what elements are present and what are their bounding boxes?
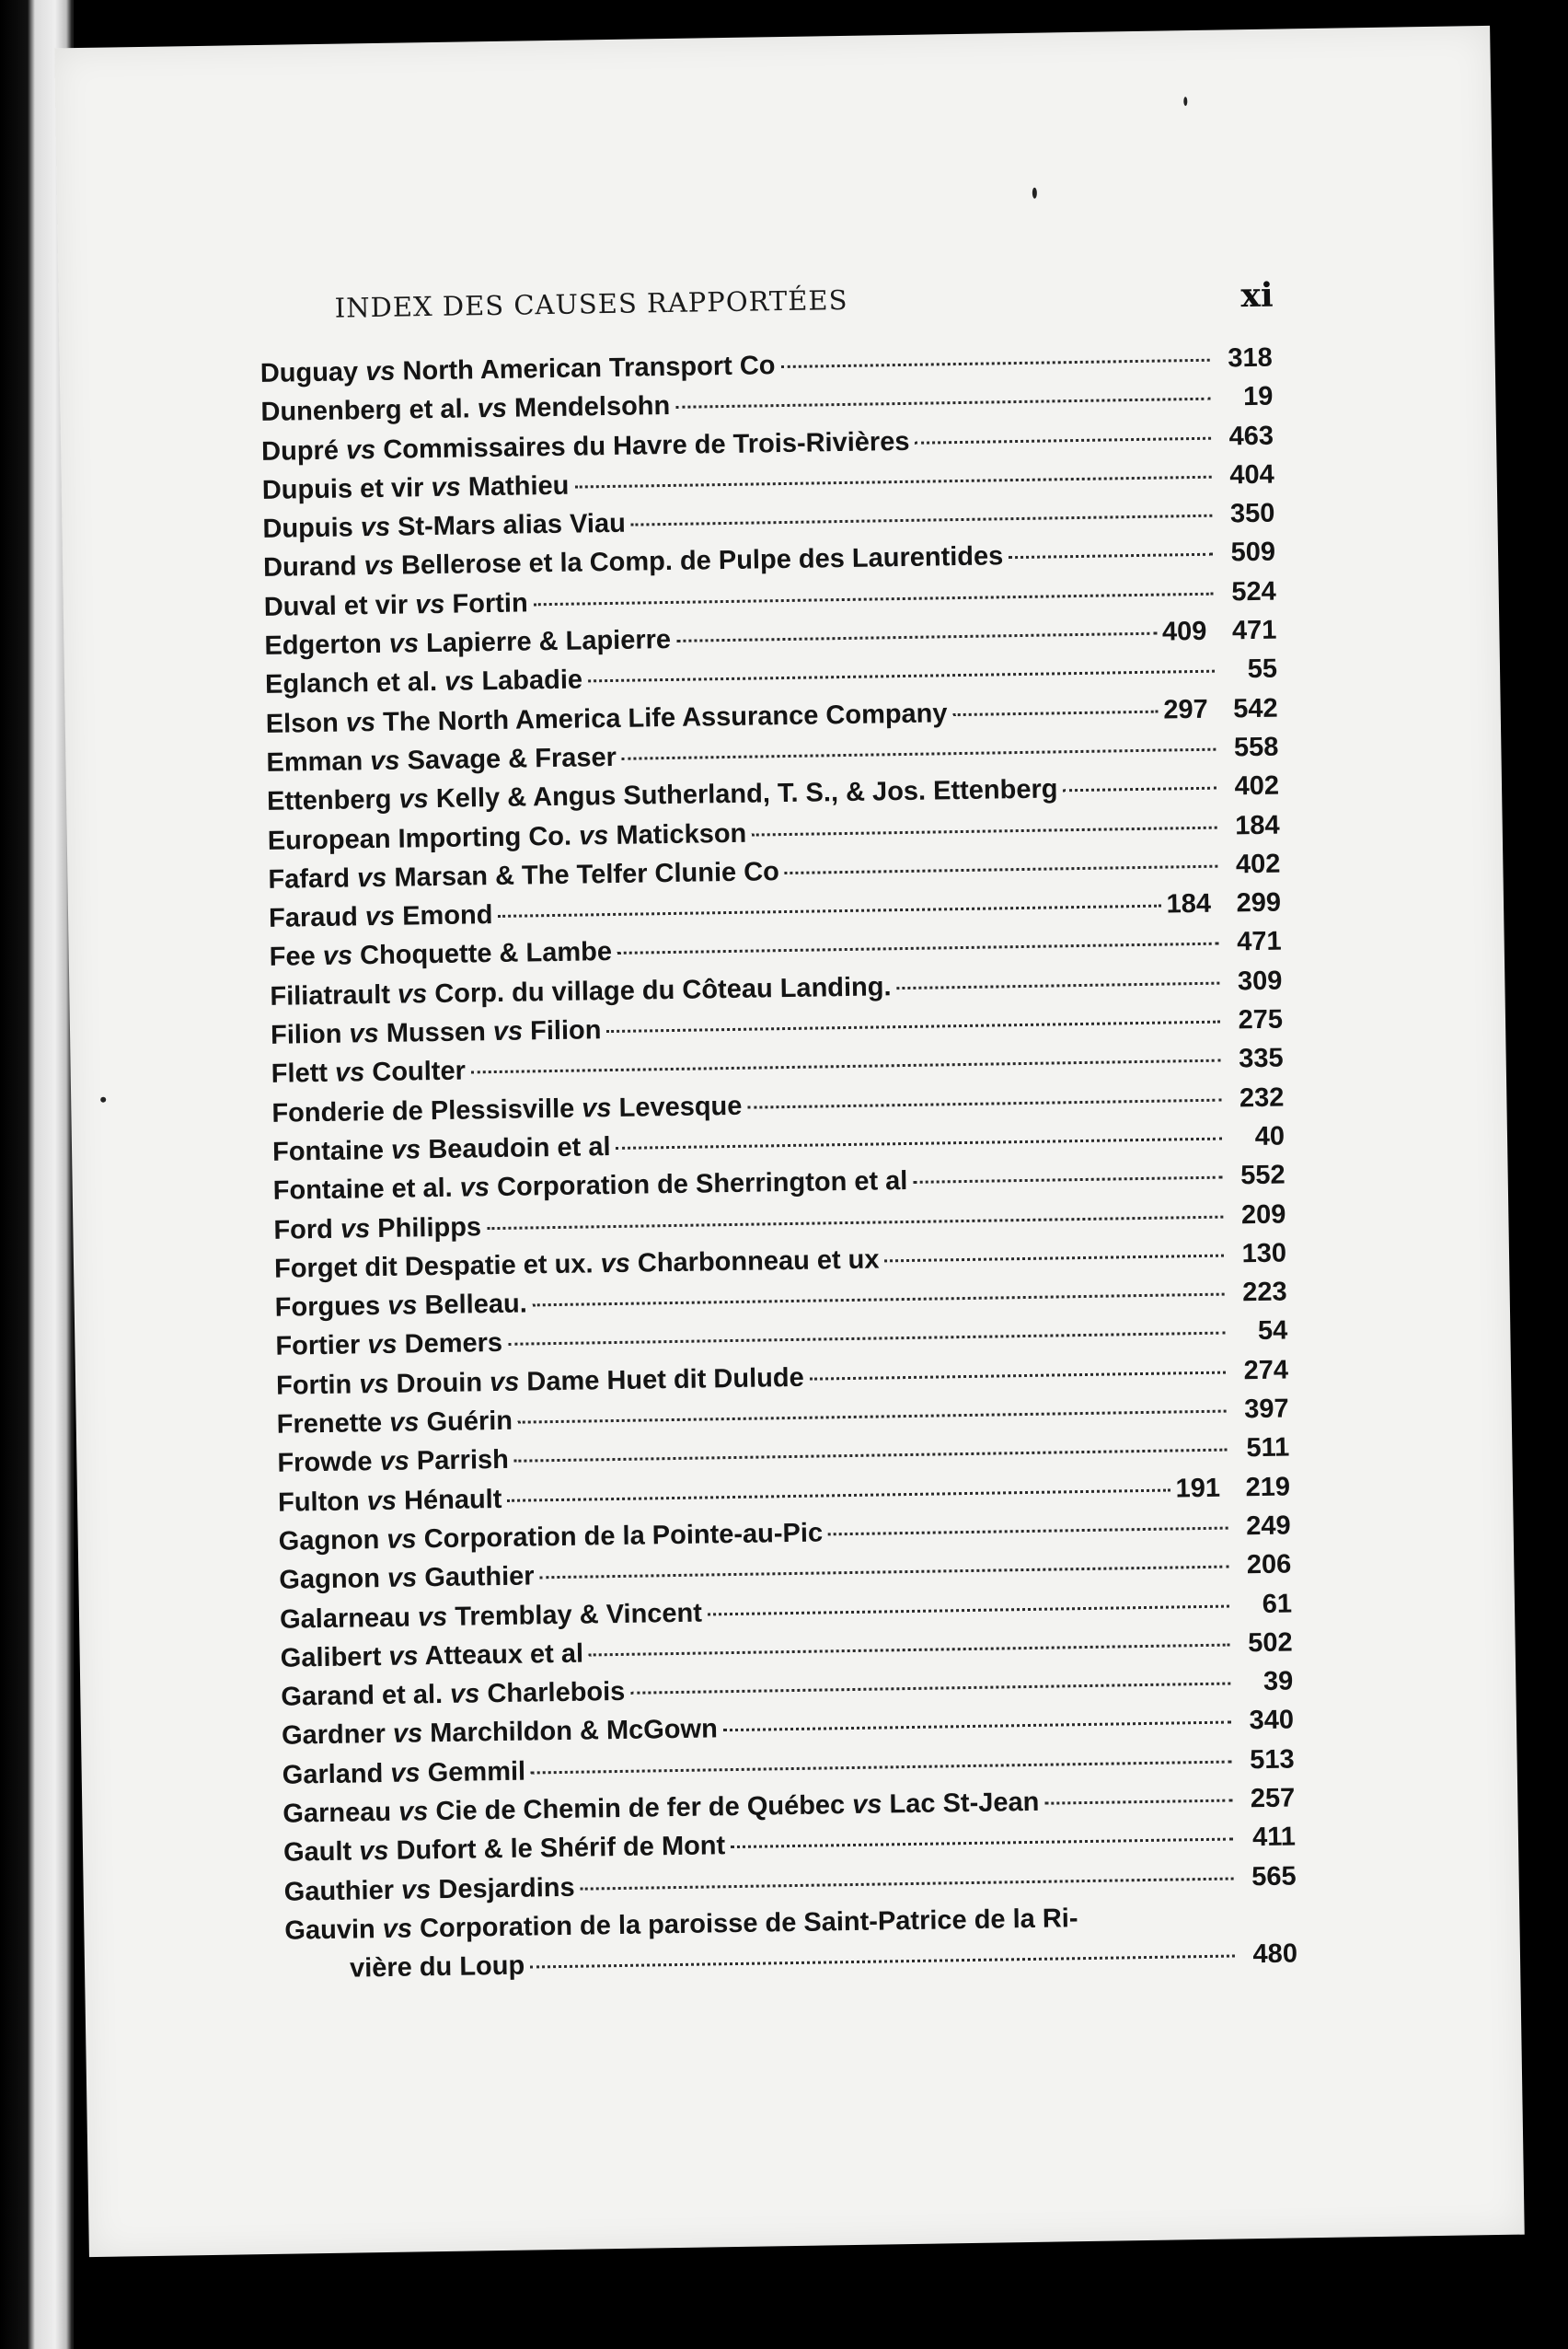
page-reference: 219 [1245,1472,1291,1502]
dot-leader [617,943,1219,955]
case-title: Duval et vir vs Fortin [263,588,528,622]
dot-leader [884,1254,1224,1262]
case-title: Garneau vs Cie de Chemin de fer de Québec vs Lac St-Jean [282,1787,1040,1829]
dot-leader [606,1021,1220,1033]
dot-leader [1063,787,1216,793]
page-reference: 274 [1243,1355,1289,1385]
case-title: Fortier vs Demers [275,1328,503,1362]
case-title: Gauthier vs Desjardins [283,1872,575,1907]
page-reference: 511 [1246,1432,1290,1464]
case-title: Ford vs Philipps [273,1211,482,1245]
page-reference: 206 [1246,1549,1292,1580]
page-reference: 275 [1238,1004,1284,1036]
page-reference: 223 [1242,1277,1287,1308]
case-title: Forget dit Despatie et ux. vs Charbonneau et ux [273,1244,880,1284]
case-title: Durand vs Bellerose et la Comp. de Pulpe des Laurentides [262,541,1004,584]
page-reference: 471 [1237,927,1282,957]
dot-leader [471,1059,1221,1074]
dot-leader [731,1838,1233,1849]
dot-leader [530,1955,1235,1969]
case-title: Filiatrault vs Corp. du village du Côteau Landing. [270,971,892,1012]
case-title: vière du Loup [349,1950,525,1984]
case-title: Elson vs The North America Life Assurance Company [265,698,948,739]
page-reference: 130 [1241,1238,1287,1269]
case-title: Garland vs Gemmil [282,1756,526,1790]
case-title: Flett vs Coulter [271,1056,467,1090]
case-title: Fortin vs Drouin vs Dame Huet dit Dulude [275,1362,804,1401]
dot-leader [533,1293,1225,1307]
page-reference: 463 [1228,421,1274,451]
case-title: Gault vs Dufort & le Shérif de Mont [282,1831,726,1869]
page-reference: 513 [1249,1744,1295,1775]
dot-leader [487,1215,1223,1230]
page-reference: 471 [1231,615,1277,646]
case-title: Edgerton vs Lapierre & Lapierre [264,625,672,661]
case-title: Forgues vs Belleau. [274,1289,528,1323]
case-title: Fonderie de Plessisville vs Levesque [271,1091,743,1128]
page-reference: 309 [1237,966,1283,997]
page-reference: 350 [1229,498,1275,529]
case-title: Emman vs Savage & Fraser [266,742,617,778]
dot-leader [780,359,1209,368]
case-title: Ettenberg vs Kelly & Angus Sutherland, T. S., & Jos. Ettenberg [266,774,1058,817]
page-reference: 209 [1240,1199,1286,1230]
dot-leader [588,670,1215,683]
secondary-page-number: 191 [1175,1473,1221,1504]
page-reference: 257 [1250,1783,1296,1814]
page-reference: 558 [1233,732,1279,763]
secondary-page-number: 297 [1163,694,1208,725]
dot-leader [913,1176,1222,1184]
page-reference: 40 [1254,1121,1286,1151]
case-title: Fafard vs Marsan & The Telfer Clunie Co [268,857,780,895]
page-reference: 54 [1257,1315,1288,1347]
index-list [259,339,1297,1990]
print-speck [1183,97,1187,106]
case-title: Gagnon vs Gauthier [279,1561,535,1595]
page-reference: 184 [1235,810,1280,840]
page-reference: 502 [1247,1627,1293,1659]
dot-leader [723,1721,1231,1732]
case-title: Fontaine et al. vs Corporation de Sherrington et al [272,1166,908,1207]
page-reference: 402 [1234,770,1280,802]
case-title: Eglanch et al. vs Labadie [264,665,583,700]
dot-leader [1044,1799,1232,1805]
case-title: Gagnon vs Corporation de la Pointe-au-Pic [278,1518,824,1556]
case-title: Gauvin vs Corporation de la paroisse de Saint-Patrice de la Ri- [284,1904,1078,1946]
case-title: Dupuis vs St-Mars alias Viau [262,508,627,545]
page-reference: 509 [1230,538,1276,568]
dot-leader [574,476,1211,489]
case-title: Dunenberg et al. vs Mendelsohn [260,391,671,428]
dot-leader [581,1877,1234,1890]
dot-leader [897,981,1220,989]
case-title: Fontaine vs Beaudoin et al [271,1131,611,1167]
dot-leader [589,1643,1230,1656]
case-title: Galarneau vs Tremblay & Vincent [279,1598,703,1635]
page-reference: 61 [1262,1588,1293,1619]
page-reference: 542 [1233,693,1278,724]
page-header [260,271,1274,341]
page-reference: 335 [1239,1043,1284,1074]
dot-leader [828,1526,1228,1535]
dot-leader [915,436,1211,444]
case-title: Dupré vs Commissaires du Havre de Trois-Rivières [260,426,910,467]
dot-leader [676,632,1157,642]
scanned-page [54,26,1525,2257]
case-title: Galibert vs Atteaux et al [280,1638,584,1673]
case-title: Fulton vs Hénault [277,1484,502,1518]
dot-leader [540,1566,1229,1580]
dot-leader [785,865,1218,874]
dot-leader [508,1332,1225,1346]
page-reference: 402 [1235,849,1281,880]
dot-leader [747,1098,1221,1108]
dot-leader [518,1410,1227,1424]
secondary-page-number: 184 [1166,888,1212,920]
page-reference: 340 [1249,1705,1295,1736]
dot-leader [514,1449,1228,1463]
case-title: Garand et al. vs Charlebois [281,1676,626,1712]
case-title: Filion vs Mussen vs Filion [270,1015,602,1050]
case-title: Duguay vs North American Transport Co [259,351,776,388]
page-reference: 299 [1236,887,1282,919]
page-reference: 524 [1231,576,1276,608]
page-reference: 249 [1245,1510,1291,1542]
page-reference: 411 [1251,1822,1297,1853]
dot-leader [616,1138,1222,1150]
case-title: Gardner vs Marchildon & McGown [281,1714,719,1752]
page-reference: 19 [1242,381,1274,412]
dot-leader [507,1488,1170,1501]
page-reference: 39 [1262,1666,1294,1697]
dot-leader [1009,553,1213,559]
running-title: INDEX DES CAUSES RAPPORTÉES [334,284,848,324]
page-reference: 552 [1240,1160,1286,1191]
page-reference: 480 [1252,1938,1298,1970]
page-reference: 397 [1243,1394,1289,1425]
print-speck [100,1097,106,1103]
dot-leader [752,826,1217,836]
dot-leader [631,515,1213,526]
dot-leader [622,748,1216,760]
page-number: xi [1240,275,1274,316]
case-title: Dupuis et vir vs Mathieu [261,470,570,505]
page-reference: 565 [1251,1861,1297,1892]
page-reference: 232 [1239,1082,1285,1113]
dot-leader [675,398,1210,409]
page-reference: 55 [1247,654,1278,685]
dot-leader [531,1760,1232,1774]
dot-leader [810,1371,1226,1380]
case-title: Frenette vs Guérin [276,1406,513,1440]
case-title: Fee vs Choquette & Lambe [269,937,613,973]
case-title: Frowde vs Parrish [277,1445,510,1479]
dot-leader [534,592,1214,606]
dot-leader [630,1683,1230,1695]
case-title: European Importing Co. vs Matickson [267,818,747,856]
page-reference: 404 [1229,459,1274,491]
dot-leader [498,905,1160,918]
print-speck [1032,188,1037,199]
page-reference: 318 [1228,342,1273,374]
dot-leader [953,710,1159,715]
dot-leader [708,1604,1229,1615]
secondary-page-number: 409 [1161,616,1207,647]
case-title: Faraud vs Emond [268,900,493,934]
